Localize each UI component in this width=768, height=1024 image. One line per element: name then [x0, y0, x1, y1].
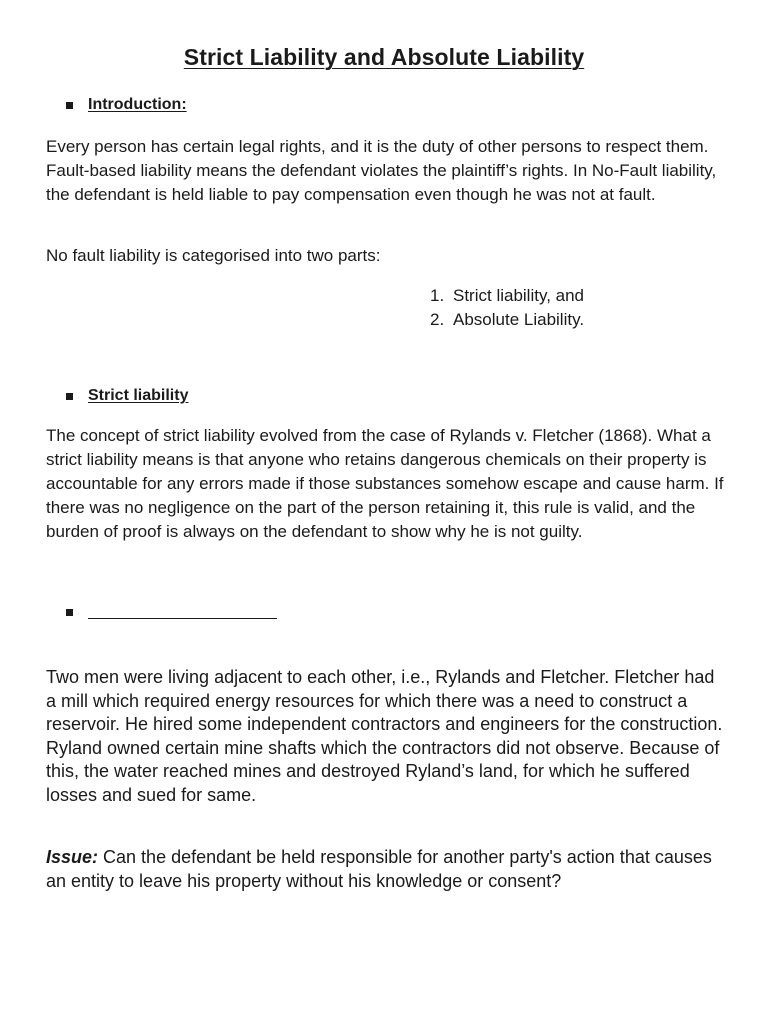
strict-liability-heading: Strict liability — [88, 387, 189, 404]
issue-label: Issue: — [46, 847, 99, 867]
issue-text: Can the defendant be held responsible for another party's action that causes an entity to leave his property without his knowledge or consent? — [46, 847, 712, 891]
case-facts-paragraph: Two men were living adjacent to each other, i.e., Rylands and Fletcher. Fletcher had a mill which required energy resources for which there was a need to construct a reservoir. He hired some independent contractors and engineers for the construction. Ryland owned certain mine shafts which the contractors did not observe. Because of this, the water reached mines and destroyed Ryland’s land, for which he suffered losses and sued for same. — [46, 667, 723, 805]
list-item-text: Absolute Liability. — [453, 310, 585, 329]
square-bullet-icon — [66, 102, 73, 109]
bullet-blank — [66, 606, 277, 619]
strict-liability-paragraph: The concept of strict liability evolved from the case of Rylands v. Fletcher (1868). What a strict liability means is that anyone who retains dangerous chemicals on their property is accountable for any errors made if those substances somehow escape and cause harm. If there was no negligence on the part of the person retaining it, this rule is valid, and the burden of proof is always on the defendant to show why he is not guilty. — [46, 426, 724, 541]
list-item-text: Strict liability, and — [453, 286, 585, 305]
issue-paragraph — [46, 846, 726, 893]
document-title: Strict Liability and Absolute Liability — [183, 44, 585, 70]
bullet-introduction — [66, 96, 187, 114]
square-bullet-icon — [66, 393, 73, 400]
list-item-number: 2. — [430, 310, 445, 329]
list-item — [430, 284, 584, 308]
introduction-paragraph: Every person has certain legal rights, and it is the duty of other persons to respect them. Fault-based liability means the defendant violates the plaintiff’s rights. In No-Fault liability, the defendant is held liable to pay compensation even though he was not at fault. — [46, 137, 717, 204]
introduction-heading: Introduction: — [88, 96, 187, 113]
square-bullet-icon — [66, 609, 73, 616]
list-item — [430, 308, 584, 332]
bullet-strict-liability — [66, 387, 188, 405]
blank-heading-line — [88, 606, 277, 619]
liability-types-list — [430, 284, 584, 332]
no-fault-paragraph: No fault liability is categorised into two parts: — [46, 246, 381, 265]
list-item-number: 1. — [430, 286, 445, 305]
